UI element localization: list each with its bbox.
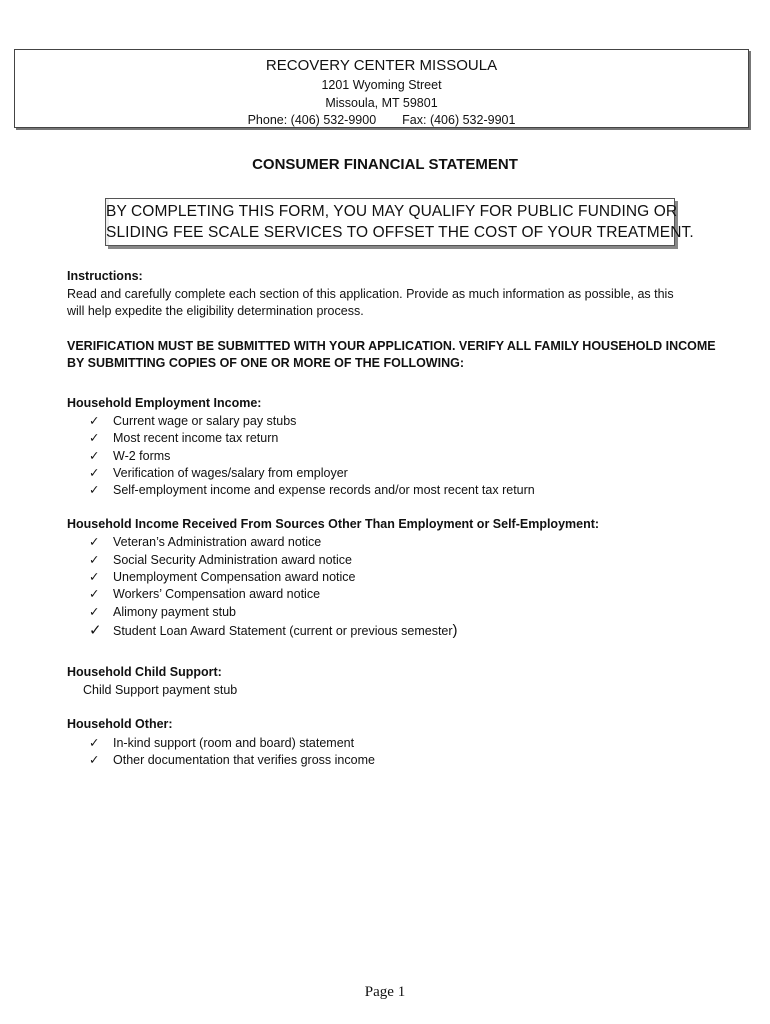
checkmark-icon: ✓: [89, 535, 100, 549]
list-item: ✓ Unemployment Compensation award notice: [89, 570, 356, 584]
list-item: ✓ In-kind support (room and board) statement: [89, 736, 355, 750]
checkmark-icon: ✓: [89, 570, 100, 584]
street-address: 1201 Wyoming Street: [321, 78, 442, 92]
header-box: [14, 49, 749, 128]
child-support-heading: Household Child Support:: [67, 665, 222, 679]
child-support-item: Child Support payment stub: [83, 683, 238, 697]
checkmark-icon: ✓: [89, 449, 100, 463]
list-item: ✓ Current wage or salary pay stubs: [89, 414, 297, 428]
list-item: ✓ Self-employment income and expense records and/or most recent tax return: [89, 483, 535, 497]
organization-name: RECOVERY CENTER MISSOULA: [265, 57, 498, 74]
list-item: ✓ Most recent income tax return: [89, 431, 279, 445]
list-item: ✓ Social Security Administration award notice: [89, 553, 353, 567]
list-item: ✓ Student Loan Award Statement (current or previous semester): [89, 622, 458, 639]
instructions-line-2: will help expedite the eligibility determination process.: [67, 304, 364, 318]
checkmark-icon: ✓: [89, 622, 102, 639]
other-income-heading: Household Income Received From Sources Other Than Employment or Self-Employment:: [67, 517, 600, 531]
fax-number: Fax: (406) 532-9901: [402, 113, 516, 127]
checkmark-icon: ✓: [89, 483, 100, 497]
checkmark-icon: ✓: [89, 414, 100, 428]
phone-number: Phone: (406) 532-9900: [247, 113, 377, 127]
list-item: ✓ Workers’ Compensation award notice: [89, 587, 321, 601]
household-other-heading: Household Other:: [67, 717, 173, 731]
form-title: CONSUMER FINANCIAL STATEMENT: [252, 156, 518, 173]
contact-line: [15, 113, 748, 127]
list-item: ✓ Verification of wages/salary from employer: [89, 466, 348, 480]
list-item: ✓ Veteran’s Administration award notice: [89, 535, 322, 549]
checkmark-icon: ✓: [89, 605, 100, 619]
checkmark-icon: ✓: [89, 431, 100, 445]
verification-line-2: BY SUBMITTING COPIES OF ONE OR MORE OF THE FOLLOWING:: [67, 356, 464, 370]
page-number: Page 1: [364, 984, 406, 1000]
list-item: ✓ W-2 forms: [89, 449, 171, 463]
city-state-zip: Missoula, MT 59801: [325, 96, 438, 110]
list-item: ✓ Other documentation that verifies gross income: [89, 753, 375, 767]
closing-paren: ): [452, 622, 458, 639]
checkmark-icon: ✓: [89, 587, 100, 601]
funding-notice-box: [105, 198, 694, 246]
instructions-heading: Instructions:: [67, 269, 143, 283]
notice-line-2: SLIDING FEE SCALE SERVICES TO OFFSET THE COST OF YOUR TREATMENT.: [106, 224, 694, 241]
list-item: ✓ Alimony payment stub: [89, 605, 236, 619]
checkmark-icon: ✓: [89, 736, 100, 750]
instructions-line-1: Read and carefully complete each section of this application. Provide as much information as possible, as this: [67, 287, 674, 301]
checkmark-icon: ✓: [89, 553, 100, 567]
employment-heading: Household Employment Income:: [67, 396, 262, 410]
checkmark-icon: ✓: [89, 753, 100, 767]
verification-line-1: VERIFICATION MUST BE SUBMITTED WITH YOUR APPLICATION. VERIFY ALL FAMILY HOUSEHOLD INCOME: [67, 339, 716, 353]
checkmark-icon: ✓: [89, 466, 100, 480]
notice-line-1: BY COMPLETING THIS FORM, YOU MAY QUALIFY FOR PUBLIC FUNDING OR: [106, 203, 678, 220]
